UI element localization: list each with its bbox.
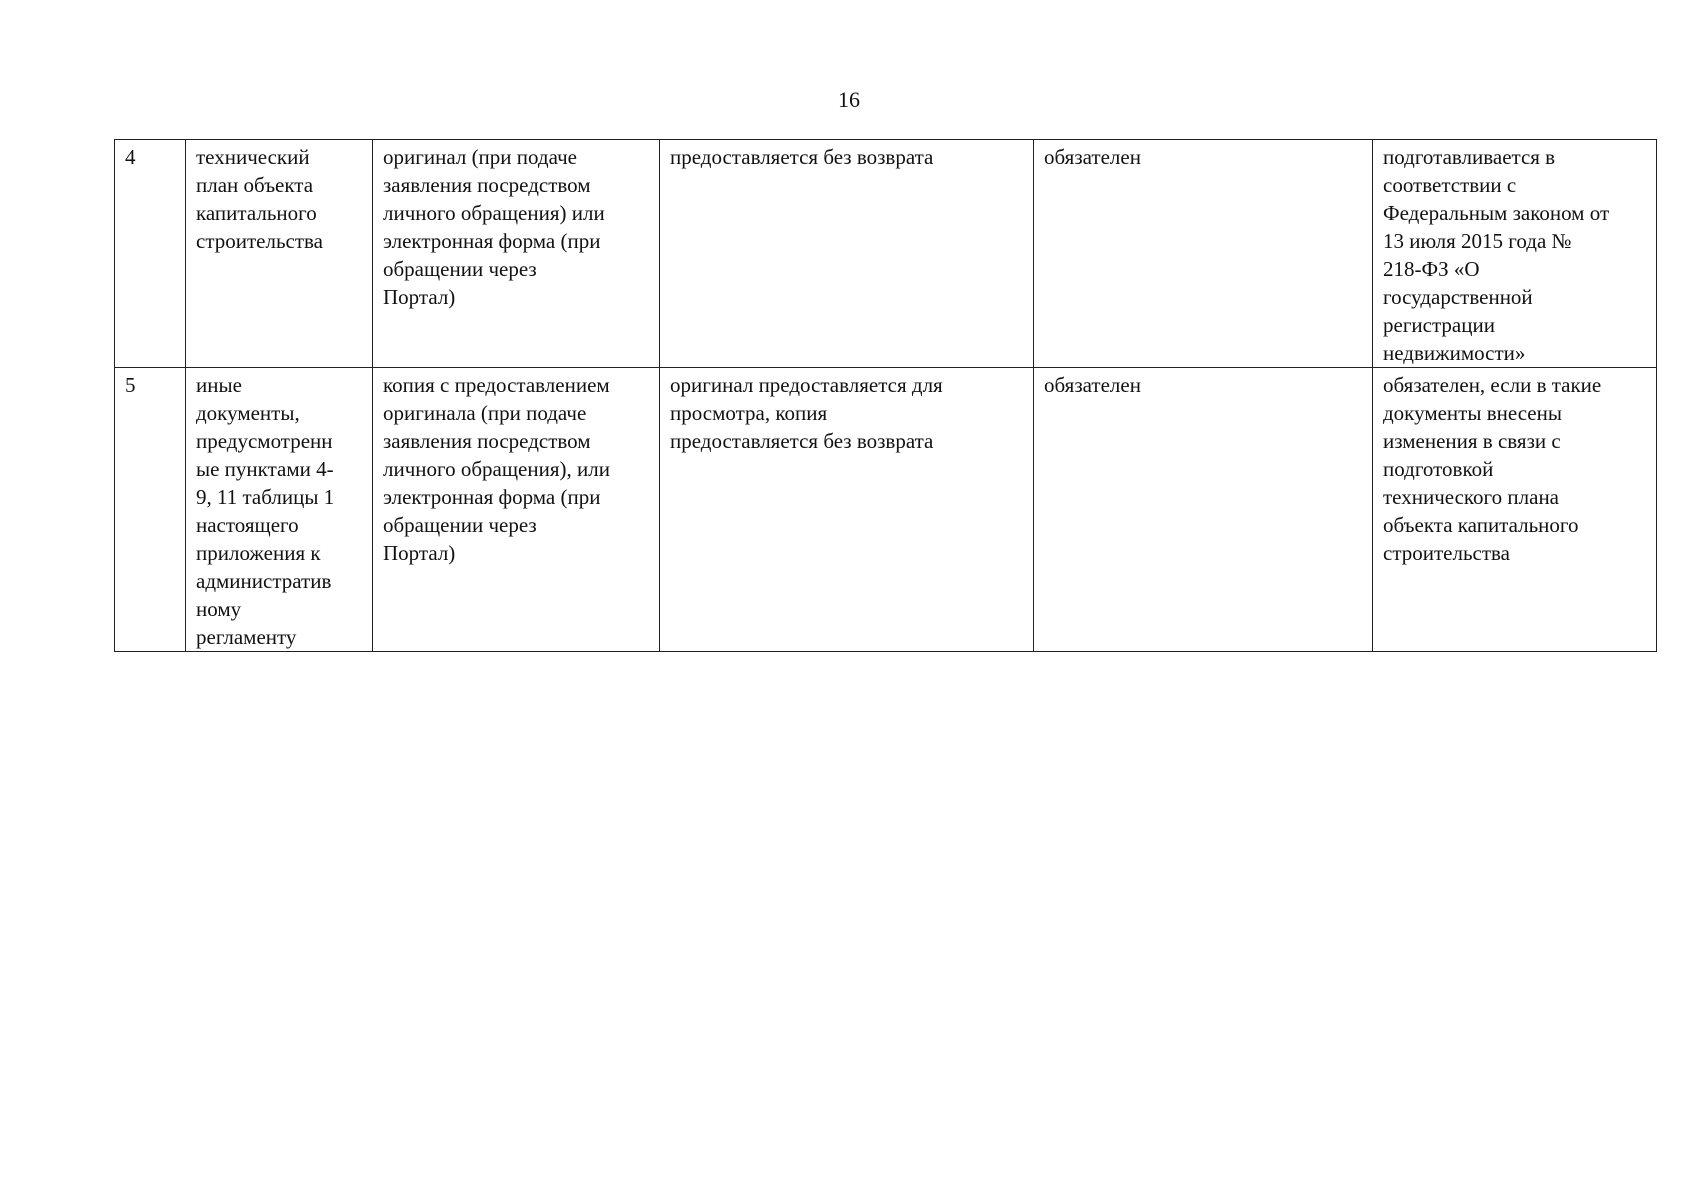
row-number-cell: 4 <box>115 140 186 368</box>
page-number: 16 <box>838 87 860 112</box>
table-row <box>115 140 1657 368</box>
document-name-cell: иные документы, предусмотренн ые пунктами 4- 9, 11 таблицы 1 настоящего приложения к административ ному регламенту <box>186 368 373 652</box>
row-number-cell: 5 <box>115 368 186 652</box>
document-name-cell: технический план объекта капитального строительства <box>186 140 373 368</box>
requirement-cell: обязателен <box>1034 140 1373 368</box>
note-cell: обязателен, если в такие документы внесены изменения в связи с подготовкой технического плана объекта капитального строительства <box>1373 368 1657 652</box>
requirement-cell: обязателен <box>1034 368 1373 652</box>
document-form-cell: копия с предоставлением оригинала (при подаче заявления посредством личного обращения), или электронная форма (при обращении через Портал) <box>373 368 660 652</box>
document-form-cell: оригинал (при подаче заявления посредством личного обращения) или электронная форма (при обращении через Портал) <box>373 140 660 368</box>
table-row <box>115 368 1657 652</box>
document-table <box>114 139 1657 652</box>
note-cell: подготавливается в соответствии с Федеральным законом от 13 июля 2015 года № 218-ФЗ «О государственной регистрации недвижимости» <box>1373 140 1657 368</box>
return-condition-cell: предоставляется без возврата <box>660 140 1034 368</box>
return-condition-cell: оригинал предоставляется для просмотра, копия предоставляется без возврата <box>660 368 1034 652</box>
